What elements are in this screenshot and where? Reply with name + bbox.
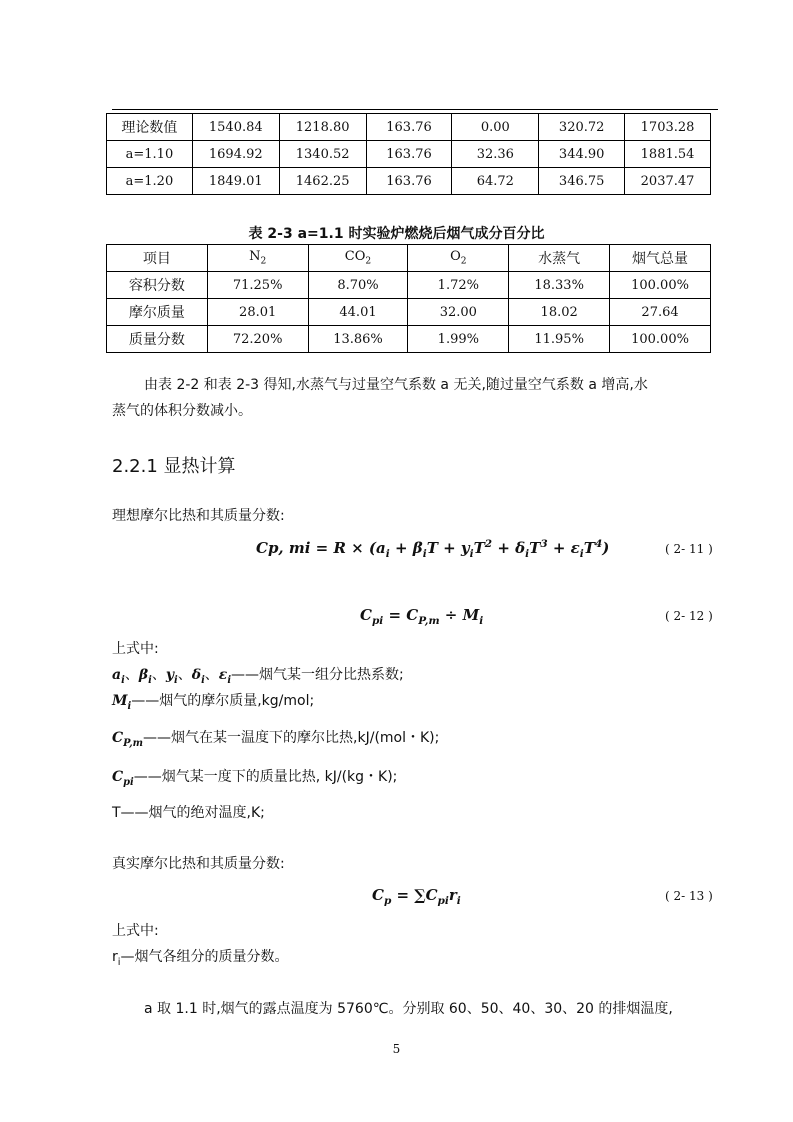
- table-row: [107, 141, 711, 168]
- definition-coefficients: $a_i$、$\beta_i$、$y_i$、$\delta_i$、$\varepsilon_i——$烟气某一组分比热系数;: [112, 667, 404, 686]
- table-row: [107, 114, 711, 141]
- where-label: 上式中:: [112, 923, 159, 939]
- table-row: [107, 299, 711, 326]
- table-cell: 28.01: [207, 299, 308, 326]
- table-cell: 100.00%: [610, 272, 711, 299]
- equation-number: ( 2- 12 ): [665, 609, 713, 623]
- table-cell: 11.95%: [509, 326, 610, 353]
- table-cell: 18.02: [509, 299, 610, 326]
- table-cell: 346.75: [539, 168, 625, 195]
- equation-number: ( 2- 13 ): [665, 889, 713, 903]
- table-cell: 1.72%: [408, 272, 509, 299]
- table-cell: 1.99%: [408, 326, 509, 353]
- table-cell: 2037.47: [625, 168, 711, 195]
- table-cell: 163.76: [366, 114, 452, 141]
- definition-mass-fraction: $r_i—$烟气各组分的质量分数。: [112, 949, 289, 968]
- table-cell: 摩尔质量: [107, 299, 208, 326]
- paragraph: [112, 372, 718, 398]
- table-cell: 1462.25: [279, 168, 366, 195]
- table-top-rule: [112, 109, 718, 110]
- table-cell: 1881.54: [625, 141, 711, 168]
- table-cell: 100.00%: [610, 326, 711, 353]
- data-table-1: [106, 113, 711, 195]
- header-cell: 项目: [107, 245, 208, 272]
- where-label: 上式中:: [112, 641, 159, 657]
- equation-number: ( 2- 11 ): [665, 542, 713, 556]
- equation-2-12: $C_{pi} = C_{P,m} \div M_i$: [360, 606, 484, 627]
- table-cell: 1540.84: [192, 114, 279, 141]
- header-cell: 烟气总量: [610, 245, 711, 272]
- table-row: [107, 272, 711, 299]
- table-cell: 0.00: [452, 114, 539, 141]
- table-cell: 32.36: [452, 141, 539, 168]
- table-row: [107, 326, 711, 353]
- header-cell: $CO_2$: [308, 245, 408, 272]
- data-table-2: [106, 244, 711, 353]
- table-cell: a=1.10: [107, 141, 193, 168]
- table-cell: 容积分数: [107, 272, 208, 299]
- equation-2-13: $C_p = \sum C_{pi}r_i$: [372, 886, 461, 907]
- table-cell: 320.72: [539, 114, 625, 141]
- table-cell: 18.33%: [509, 272, 610, 299]
- definition-mass-heat: $C_{pi}——$烟气某一度下的质量比热, kJ/(kg・K);: [112, 769, 398, 788]
- intro-text-2: 真实摩尔比热和其质量分数:: [112, 856, 285, 872]
- table-cell: 质量分数: [107, 326, 208, 353]
- paragraph-last: a 取 1.1 时,烟气的露点温度为 5760℃。分别取 60、50、40、30、20 的排烟温度,: [144, 1001, 673, 1017]
- table-cell: 32.00: [408, 299, 509, 326]
- table-cell: a=1.20: [107, 168, 193, 195]
- table-cell: 71.25%: [207, 272, 308, 299]
- table-caption: 表 2-3 a=1.1 时实验炉燃烧后烟气成分百分比: [248, 226, 545, 242]
- table-cell: 13.86%: [308, 326, 408, 353]
- section-heading: 2.2.1 显热计算: [112, 456, 236, 477]
- definition-molar-mass: $M_i——$烟气的摩尔质量,kg/mol;: [112, 693, 315, 712]
- definition-molar-heat: $C_{P,m}——$烟气在某一温度下的摩尔比热,kJ/(mol・K);: [112, 730, 440, 749]
- table-cell: 1218.80: [279, 114, 366, 141]
- table-cell: 163.76: [366, 141, 452, 168]
- table-header-row: [107, 245, 711, 272]
- header-cell: $O_2$: [408, 245, 509, 272]
- table-cell: 64.72: [452, 168, 539, 195]
- paragraph-continuation: 蒸气的体积分数减小。: [112, 403, 252, 419]
- table-cell: 44.01: [308, 299, 408, 326]
- table-cell: 163.76: [366, 168, 452, 195]
- table-cell: 理论数值: [107, 114, 193, 141]
- paragraph-line: 由表 2-2 和表 2-3 得知,水蒸气与过量空气系数 a 无关,随过量空气系数 a 增高,水: [144, 377, 648, 393]
- header-cell: 水蒸气: [509, 245, 610, 272]
- table-cell: 1703.28: [625, 114, 711, 141]
- table-cell: 27.64: [610, 299, 711, 326]
- table-cell: 1694.92: [192, 141, 279, 168]
- equation-2-11: Cp, mi = $R \times (a_i + \beta_iT + y_iT^2 + \delta_iT^3 + \varepsilon_iT^4)$: [256, 538, 610, 560]
- table-cell: 1849.01: [192, 168, 279, 195]
- table-cell: 1340.52: [279, 141, 366, 168]
- table-cell: 8.70%: [308, 272, 408, 299]
- table-cell: 344.90: [539, 141, 625, 168]
- table-cell: 72.20%: [207, 326, 308, 353]
- table-row: [107, 168, 711, 195]
- page-number: 5: [392, 1042, 401, 1056]
- intro-text: 理想摩尔比热和其质量分数:: [112, 508, 285, 524]
- definition-temperature: T——烟气的绝对温度,K;: [112, 805, 265, 821]
- header-cell: $N_2$: [207, 245, 308, 272]
